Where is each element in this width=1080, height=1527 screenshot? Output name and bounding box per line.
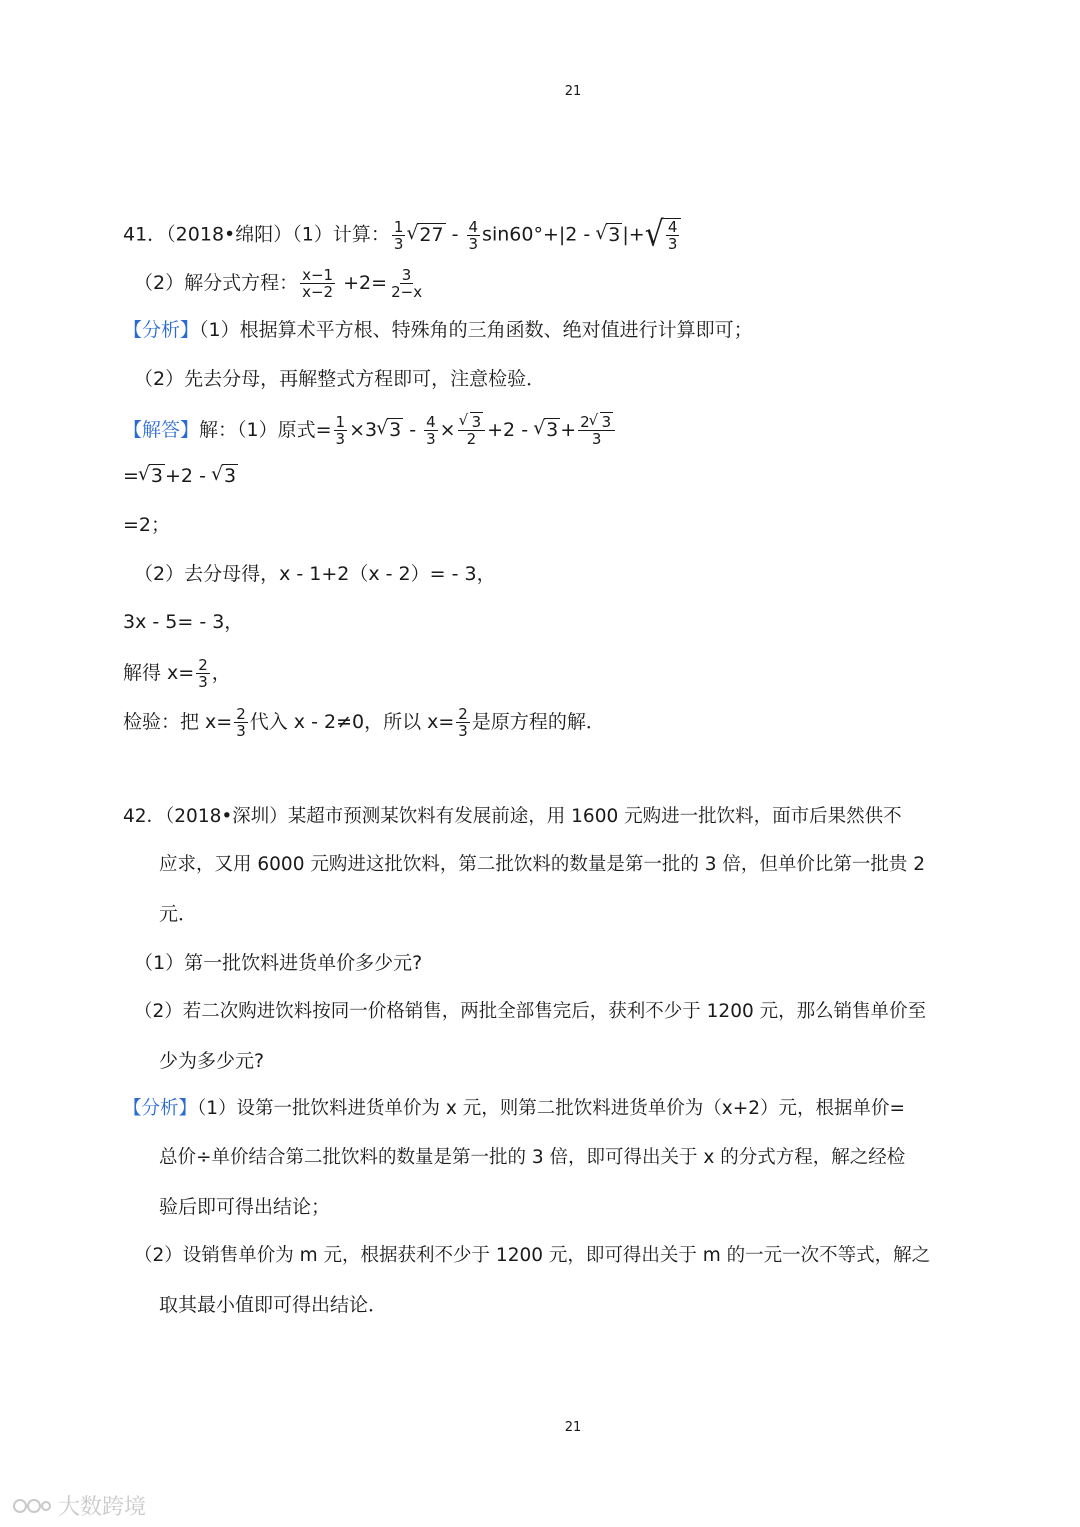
sqrt-fraction: √ $\frac{4}{3}$: [645, 218, 682, 252]
q41-analysis-2: （2）先去分母，再解整式方程即可，注意检验．: [134, 368, 546, 390]
q41-answer-5: 3x - 5= - 3，: [123, 611, 244, 633]
q41-answer-7: 检验：把 x= $\frac{2}{3}$ 代入 x - 2≠0，所以 x= $\frac{2}{3}$ 是原方程的解．: [123, 705, 605, 740]
q42-line-1: 42．（2018•深圳）某超市预测某饮料有发展前途，用 1600 元购进一批饮料，面市后果然供不: [123, 806, 902, 827]
q41-answer-4: （2）去分母得，x - 1+2（x - 2）= - 3，: [134, 563, 496, 585]
watermark: 大数跨境: [12, 1490, 146, 1521]
q42-line-6: 少为多少元?: [159, 1050, 265, 1072]
fraction: $\frac{x-1}{x-2}$: [302, 266, 334, 301]
q41-problem-2: （2）解分式方程： $\frac{x-1}{x-2}$ +2= $\frac{3}{2-x}$: [134, 266, 423, 301]
q41-answer-1: 【解答】解：（1）原式= $\frac{1}{3}$ ×3√ 3 - $\frac{4}{3}$ × √ $\frac{3}{2}$ +2 - √ 3 + $\frac{2√ 3}{3}$: [123, 414, 617, 447]
q42-analysis-2: 总价÷单价结合第二批饮料的数量是第一批的 3 倍，即可得出关于 x 的分式方程，解之经检: [159, 1147, 906, 1168]
q41-problem-1: 41．（2018•绵阳）（1）计算： $\frac{1}{3}$ √ 27 - $\frac{4}{3}$ sin60°+|2 - √ 3 |+ √ $\frac{4}{3}$: [123, 218, 681, 252]
watermark-logo-icon: [12, 1495, 52, 1517]
q42-line-4: （1）第一批饮料进货单价多少元?: [134, 952, 423, 974]
q42-line-3: 元．: [159, 903, 198, 925]
page-number-top: 21: [564, 84, 582, 99]
page-number-bottom: 21: [564, 1420, 582, 1435]
q41-answer-6: 解得 x= $\frac{2}{3}$ ，: [123, 656, 231, 691]
fraction: $\frac{3}{2-x}$: [391, 266, 423, 301]
q42-analysis-1: 【分析】（1）设第一批饮料进货单价为 x 元，则第二批饮料进货单价为（x+2）元，根据单价=: [123, 1098, 905, 1119]
analysis-tag: 【分析】: [123, 319, 200, 341]
answer-tag: 【解答】: [123, 419, 200, 441]
q42-line-2: 应求，又用 6000 元购进这批饮料，第二批饮料的数量是第一批的 3 倍，但单价比第一批贵 2: [159, 854, 926, 875]
q41-analysis-1: 【分析】（1）根据算术平方根、特殊角的三角函数、绝对值进行计算即可；: [123, 319, 753, 341]
q42-analysis-4: （2）设销售单价为 m 元，根据获利不少于 1200 元，即可得出关于 m 的一元一次不等式，解之: [134, 1245, 931, 1266]
q42-line-5: （2）若二次购进饮料按同一价格销售，两批全部售完后，获利不少于 1200 元，那么销售单价至: [134, 1001, 927, 1022]
sqrt: √ 27: [407, 222, 445, 248]
q41-head: 41．（2018•绵阳）（1）计算：: [123, 223, 390, 246]
q42-analysis-5: 取其最小值即可得出结论．: [159, 1294, 388, 1316]
q41-answer-3: =2；: [123, 514, 171, 536]
analysis-tag: 【分析】: [123, 1098, 198, 1119]
q42-analysis-3: 验后即可得出结论；: [159, 1196, 331, 1218]
q41-answer-2: =√ 3 +2 - √ 3: [123, 463, 238, 489]
fraction: $\frac{4}{3}$: [468, 217, 479, 253]
fraction: $\frac{1}{3}$: [393, 217, 404, 253]
sqrt: √ 3: [596, 222, 622, 248]
